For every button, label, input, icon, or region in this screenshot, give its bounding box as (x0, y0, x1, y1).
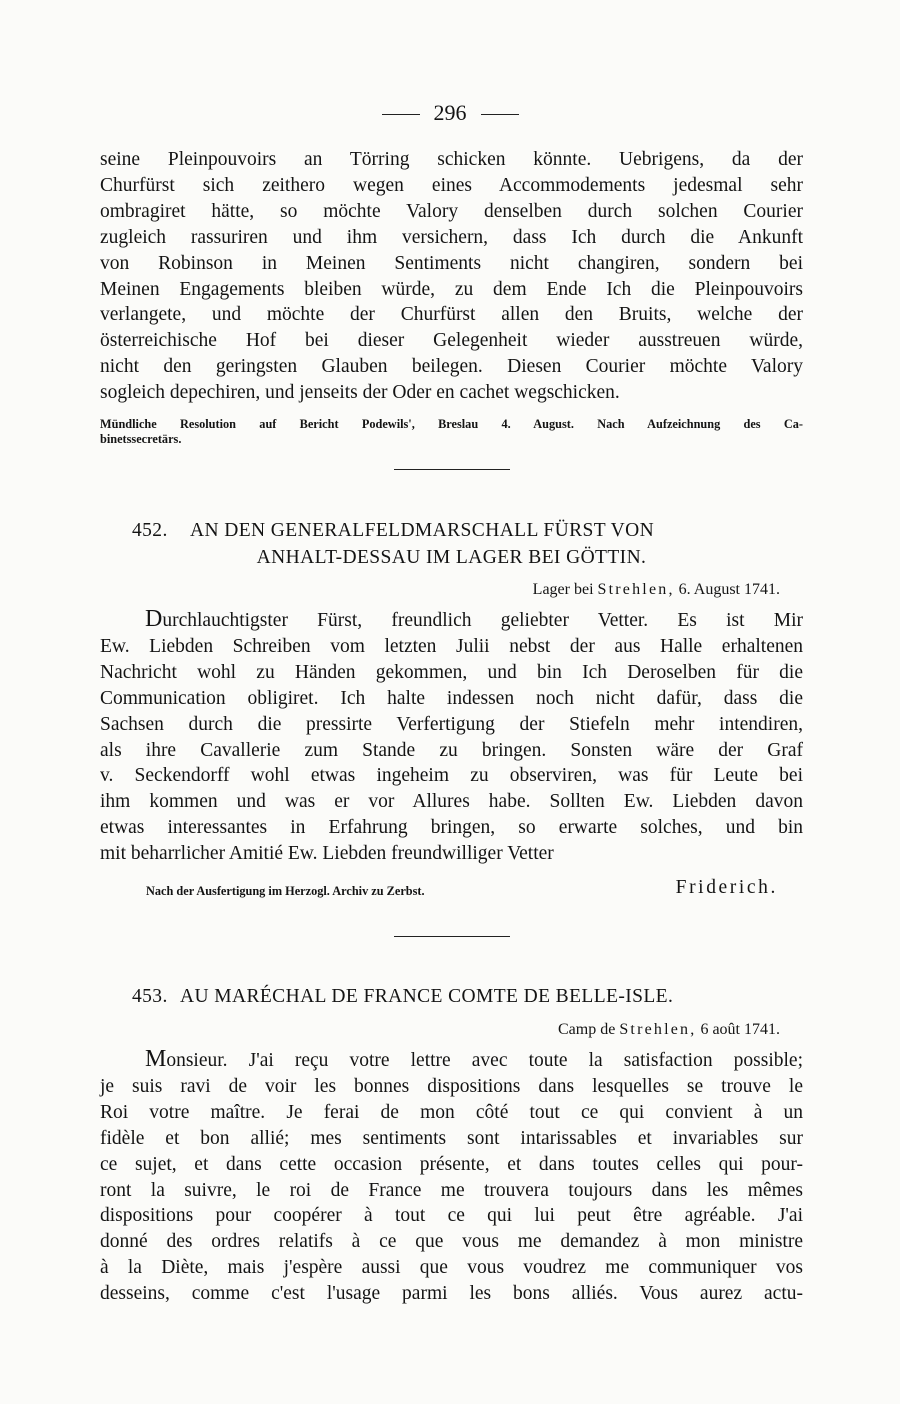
page-number-text: 296 (433, 100, 467, 125)
doc-452-number: 452. (132, 520, 168, 541)
text-line: Communication obligiret. Ich halte indessen noch nicht dafür, dass die (100, 687, 803, 709)
text-line: ihm kommen und was er vor Allures habe. Sollten Ew. Liebden davon (100, 791, 803, 813)
text-line-rest: urchlauchtigster Fürst, freundlich geliebter Vetter. Es ist Mir (162, 610, 803, 631)
date-prefix: Lager bei (532, 581, 594, 598)
note-line: Mündliche Resolution auf Bericht Podewils', Breslau 4. August. Nach Aufzeichnung des Ca- (100, 417, 803, 431)
doc-453-dateline (558, 1021, 780, 1039)
text-line: dispositions pour coopérer à tout ce qui lui peut être agréable. J'ai (100, 1205, 803, 1227)
doc-453-body (100, 1047, 803, 1307)
text-line: Ew. Liebden Schreiben vom letzten Julii nebst der aus Halle erhaltenen (100, 635, 803, 657)
text-line: von Robinson in Meinen Sentiments nicht changiren, sondern bei (100, 252, 803, 274)
date-rest: 6. August 1741. (678, 581, 780, 598)
text-line: v. Seckendorff wohl etwas ingeheim zu observiren, was für Leute bei (100, 765, 803, 787)
doc-452-heading-line2: ANHALT-DESSAU IM LAGER BEI GÖTTIN. (256, 547, 647, 568)
doc-452-heading (100, 517, 803, 571)
date-place: Strehlen, (597, 581, 675, 598)
date-prefix: Camp de (558, 1021, 616, 1038)
doc-452-dateline (533, 581, 780, 599)
section-divider (394, 469, 510, 470)
continuation-text (100, 147, 803, 406)
text-line: zugleich rassuriren und ihm versichern, dass Ich durch die Ankunft (100, 226, 803, 248)
text-line: nicht den geringsten Glauben beilegen. Diesen Courier möchte Valory (100, 356, 803, 378)
text-line: ront la suivre, le roi de France me trouvera toujours dans les mêmes (100, 1179, 803, 1201)
text-line (100, 1047, 803, 1074)
continuation-paragraph (100, 147, 803, 406)
doc-452-signature: Friderich. (675, 877, 778, 898)
text-line: ombragiret hätte, so möchte Valory denselben durch solchen Courier (100, 200, 803, 222)
text-line: Churfürst sich zeithero wegen eines Accommodements jedesmal sehr (100, 174, 803, 196)
text-line: Sachsen durch die pressirte Verfertigung der Stiefeln mehr intendiren, (100, 713, 803, 735)
note-line: binetssecretärs. (100, 432, 182, 446)
note-line: Nach der Ausfertigung im Herzogl. Archiv zu Zerbst. (146, 884, 425, 898)
text-line: donné des ordres relatifs à ce que vous me demandez à mon ministre (100, 1231, 803, 1253)
first-letter: M (145, 1046, 167, 1072)
doc-453-heading-line: AU MARÉCHAL DE FRANCE COMTE DE BELLE-ISLE. (180, 986, 674, 1007)
page-number (0, 100, 900, 126)
text-line: sogleich depechiren, und jenseits der Oder en cachet wegschicken. (100, 382, 620, 404)
page-number-dash-left (382, 114, 420, 115)
section-divider (394, 936, 510, 937)
doc-452-heading-line1: AN DEN GENERALFELDMARSCHALL FÜRST VON (190, 520, 655, 541)
text-line: fidèle et bon allié; mes sentiments sont intarissables et invariables sur (100, 1127, 803, 1149)
text-line: à la Diète, mais j'espère aussi que vous voudrez me communiquer vos (100, 1257, 803, 1279)
doc-453-number: 453. (132, 986, 168, 1007)
text-line: je suis ravi de voir les bonnes dispositions dans lesquelles se trouve le (100, 1075, 803, 1097)
doc-453-heading (100, 983, 803, 1010)
text-line: Nachricht wohl zu Händen gekommen, und bin Ich Deroselben für die (100, 661, 803, 683)
text-line: als ihre Cavallerie zum Stande zu bringen. Sonsten wäre der Graf (100, 739, 803, 761)
source-note-1 (100, 417, 803, 447)
text-line (100, 607, 803, 634)
first-letter: D (145, 606, 163, 632)
text-line: verlangete, und möchte der Churfürst allen den Bruits, welche der (100, 304, 803, 326)
text-line: Roi votre maître. Je ferai de mon côté tout ce qui convient à un (100, 1101, 803, 1123)
text-line: Meinen Engagements bleiben würde, zu dem Ende Ich die Pleinpouvoirs (100, 278, 803, 300)
text-line: desseins, comme c'est l'usage parmi les bons alliés. Vous aurez actu- (100, 1283, 803, 1305)
text-line-rest: onsieur. J'ai reçu votre lettre avec toute la satisfaction possible; (166, 1050, 803, 1071)
doc-452-source-note (146, 884, 546, 899)
text-line: österreichische Hof bei dieser Gelegenheit wieder ausstreuen würde, (100, 330, 803, 352)
date-place: Strehlen, (619, 1021, 697, 1038)
text-line: seine Pleinpouvoirs an Törring schicken könnte. Uebrigens, da der (100, 149, 803, 170)
date-rest: 6 août 1741. (700, 1021, 780, 1038)
text-line: ce sujet, et dans cette occasion présente, et dans toutes celles qui pour- (100, 1153, 803, 1175)
doc-452-body (100, 607, 803, 867)
text-line: etwas interessantes in Erfahrung bringen, so erwarte solches, und bin (100, 817, 803, 839)
text-line: mit beharrlicher Amitié Ew. Liebden freundwilliger Vetter (100, 843, 554, 865)
page-number-dash-right (481, 114, 519, 115)
